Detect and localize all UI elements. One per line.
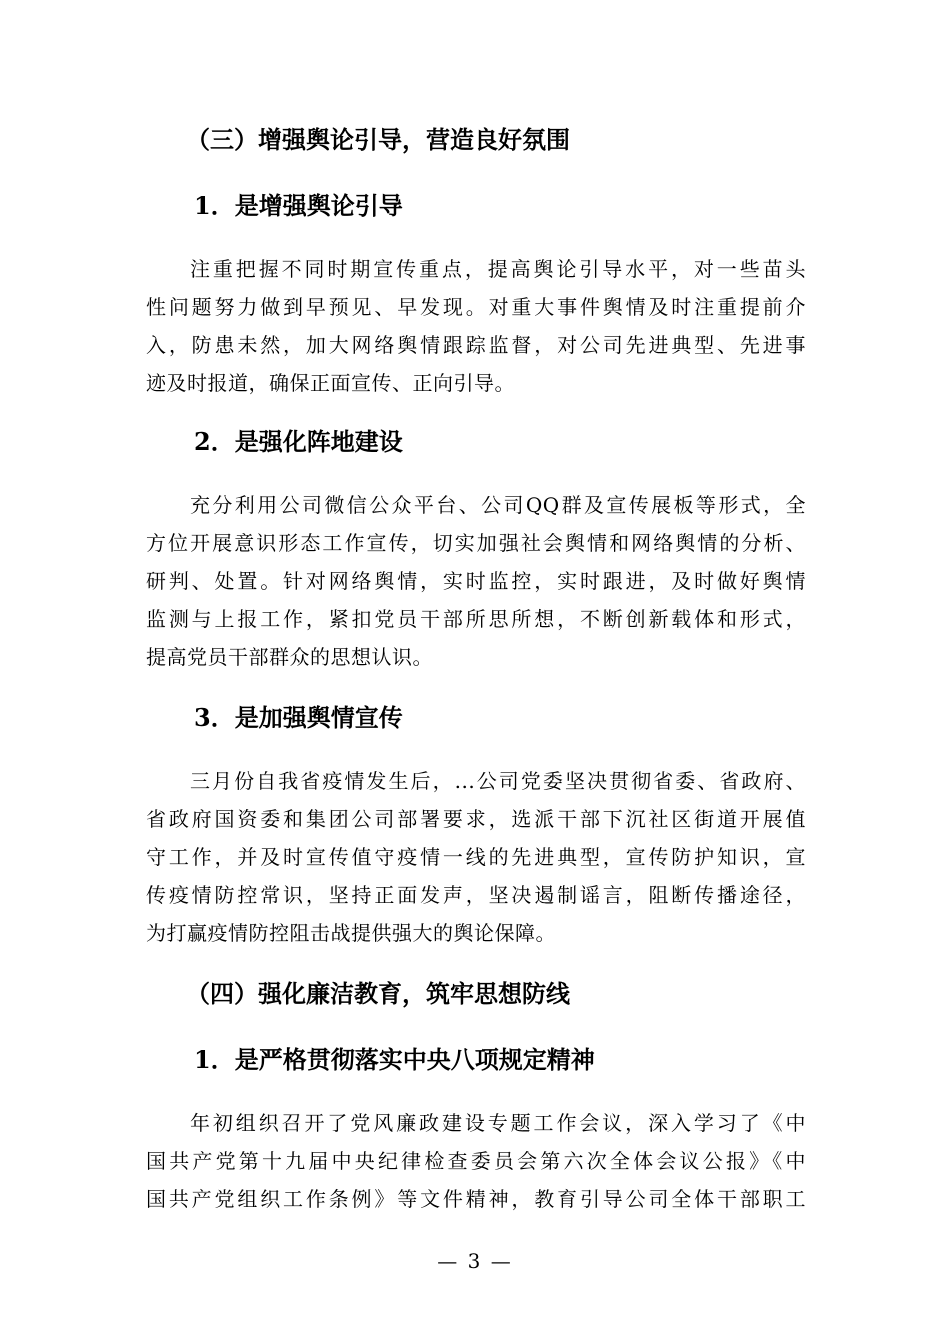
paragraph-line: 注重把握不同时期宣传重点，提高舆论引导水平，对一些苗头 (190, 257, 806, 281)
paragraph-line: 守工作，并及时宣传值守疫情一线的先进典型，宣传防护知识，宣 (146, 845, 806, 869)
item-3-1-heading: 1．是增强舆论引导 (194, 191, 403, 220)
item-3-2-paragraph (146, 486, 806, 676)
paragraph-line: 国共产党组织工作条例》等文件精神，教育引导公司全体干部职工 (146, 1187, 806, 1211)
paragraph-line: 迹及时报道，确保正面宣传、正向引导。 (146, 371, 515, 395)
paragraph-line: 传疫情防控常识，坚持正面发声，坚决遏制谣言，阻断传播途径， (146, 883, 806, 907)
paragraph-line: 充分利用公司微信公众平台、公司QQ群及宣传展板等形式，全 (190, 493, 806, 517)
paragraph-line: 研判、处置。针对网络舆情，实时监控，实时跟进，及时做好舆情 (146, 569, 806, 593)
item-3-1-paragraph (146, 250, 806, 402)
paragraph-line: 方位开展意识形态工作宣传，切实加强社会舆情和网络舆情的分析、 (146, 531, 806, 555)
item-3-3-heading: 3．是加强舆情宣传 (194, 703, 403, 732)
item-4-1-heading: 1．是严格贯彻落实中央八项规定精神 (194, 1045, 595, 1074)
paragraph-line: 年初组织召开了党风廉政建设专题工作会议，深入学习了《中 (190, 1111, 806, 1135)
paragraph-line: 为打赢疫情防控阻击战提供强大的舆论保障。 (146, 921, 556, 945)
paragraph-line: 入，防患未然，加大网络舆情跟踪监督，对公司先进典型、先进事 (146, 333, 806, 357)
item-4-1-paragraph (146, 1104, 806, 1218)
section-3-title: （三）增强舆论引导，营造良好氛围 (186, 125, 570, 154)
paragraph-line: 国共产党第十九届中央纪律检查委员会第六次全体会议公报》《中 (146, 1149, 806, 1173)
item-3-2-heading: 2．是强化阵地建设 (194, 427, 403, 456)
item-3-3-paragraph (146, 762, 806, 952)
page-number: — 3 — (437, 1249, 513, 1273)
paragraph-line: 监测与上报工作，紧扣党员干部所思所想，不断创新载体和形式， (146, 607, 806, 631)
paragraph-line: 三月份自我省疫情发生后，...公司党委坚决贯彻省委、省政府、 (190, 769, 806, 793)
paragraph-line: 提高党员干部群众的思想认识。 (146, 645, 433, 669)
section-4-title: （四）强化廉洁教育，筑牢思想防线 (186, 979, 570, 1008)
paragraph-line: 省政府国资委和集团公司部署要求，选派干部下沉社区街道开展值 (146, 807, 806, 831)
paragraph-line: 性问题努力做到早预见、早发现。对重大事件舆情及时注重提前介 (146, 295, 806, 319)
